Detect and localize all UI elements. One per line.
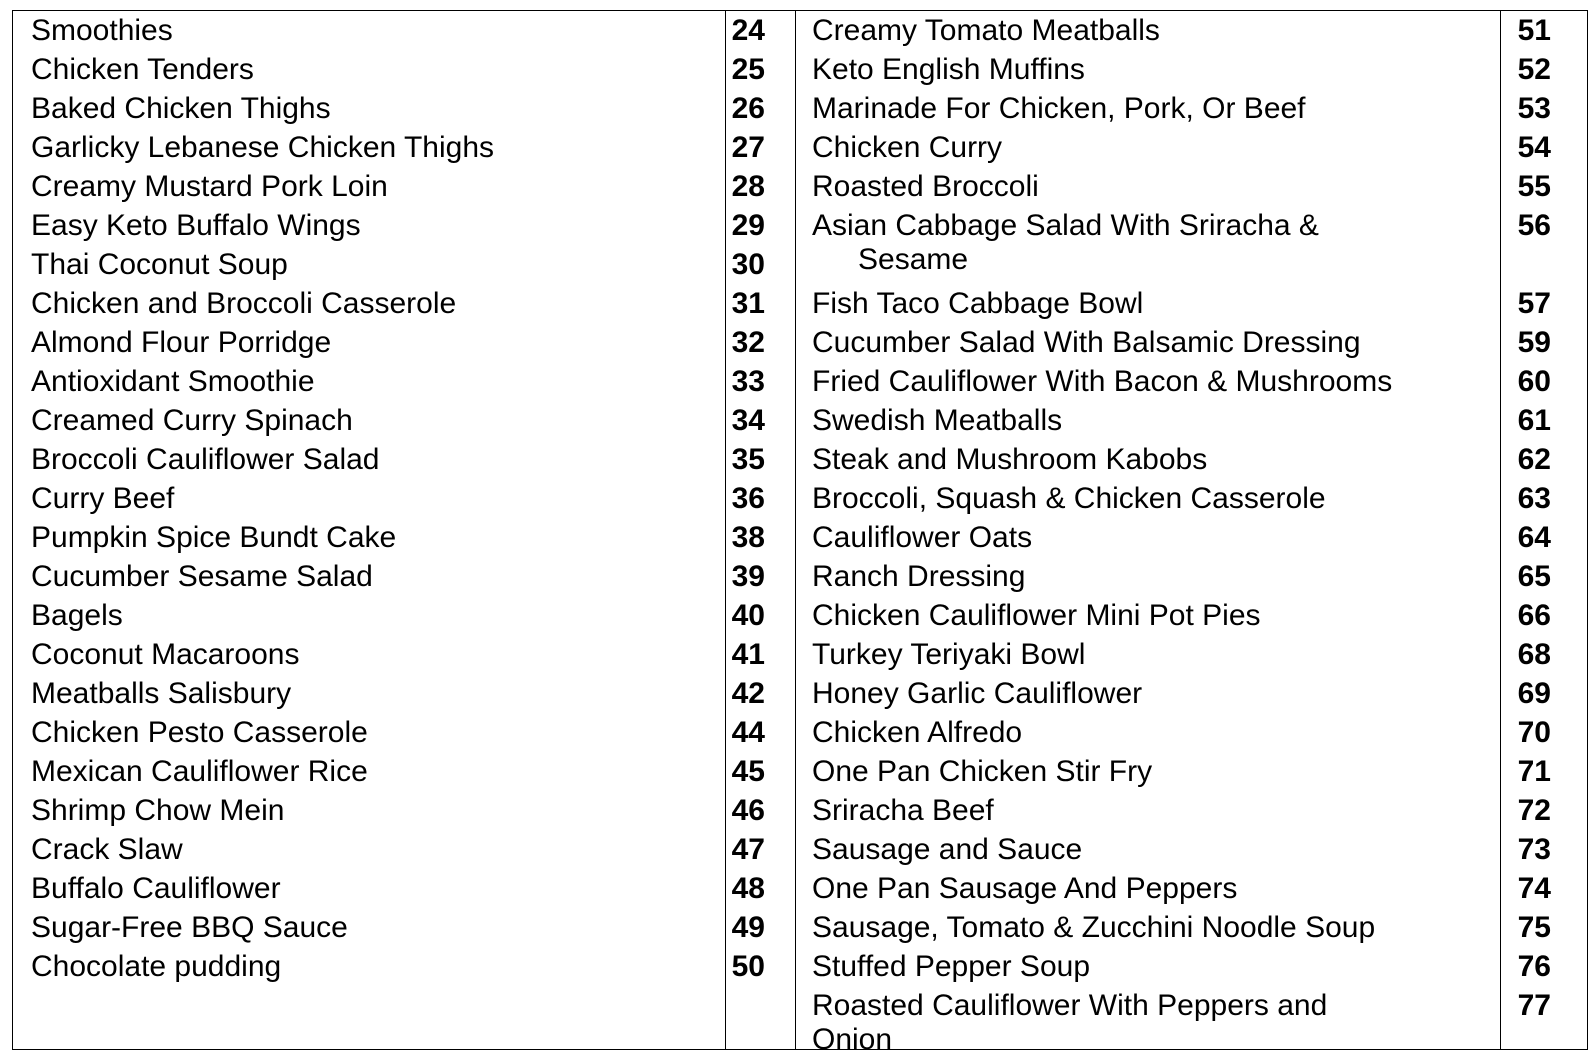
entry-title [31,677,291,711]
entry-title [812,560,1412,594]
entry-title [31,950,281,984]
entry-page-number: 52 [1517,53,1551,86]
entry-title-text: Crack Slaw [31,833,183,866]
entry-title-text: Fried Cauliflower With Bacon & Mushrooms [812,365,1393,398]
entry-title-text: Ranch Dressing [812,560,1026,593]
entry-page-number: 49 [731,911,765,944]
entry-page-number: 25 [731,53,765,86]
entry-title [812,950,1412,984]
entry-title-text: Roasted Cauliflower With Peppers and Onion [812,989,1328,1056]
toc-entry[interactable] [795,674,1589,713]
entry-title [31,560,373,594]
left-column [13,11,795,986]
entry-title [812,14,1412,48]
entry-title-text: Pumpkin Spice Bundt Cake [31,521,397,554]
entry-title-text: Broccoli Cauliflower Salad [31,443,380,476]
entry-page-number: 54 [1517,131,1551,164]
toc-entry[interactable] [795,440,1589,479]
entry-page-number: 39 [731,560,765,593]
entry-page-number: 50 [731,950,765,983]
entry-page-number: 53 [1517,92,1551,125]
entry-title [812,794,1412,828]
entry-title-text: Asian Cabbage Salad With Sriracha & [812,209,1319,242]
toc-entry[interactable] [795,947,1589,986]
entry-title-text: One Pan Chicken Stir Fry [812,755,1153,788]
entry-title [31,716,368,750]
toc-entry[interactable] [795,167,1589,206]
entry-title [31,599,123,633]
toc-entry[interactable] [795,596,1589,635]
toc-entry[interactable] [13,89,795,128]
entry-title [31,365,315,399]
entry-page-number: 24 [731,14,765,47]
toc-entry[interactable] [13,401,795,440]
entry-title-text: Roasted Broccoli [812,170,1039,203]
entry-title [812,989,1412,1057]
toc-entry[interactable] [13,869,795,908]
entry-page-number: 48 [731,872,765,905]
entry-title [31,755,368,789]
entry-title [31,638,299,672]
entry-title [31,287,456,321]
toc-entry[interactable] [795,362,1589,401]
entry-title-text: Sriracha Beef [812,794,994,827]
toc-entry[interactable] [13,11,795,50]
toc-entry[interactable] [13,362,795,401]
entry-title-text: Smoothies [31,14,173,47]
entry-page-number: 76 [1517,950,1551,983]
toc-entry[interactable] [13,947,795,986]
entry-page-number: 40 [731,599,765,632]
toc-entry[interactable] [795,713,1589,752]
entry-title-text: Shrimp Chow Mein [31,794,285,827]
entry-title [812,326,1412,360]
entry-page-number: 64 [1517,521,1551,554]
entry-page-number: 46 [731,794,765,827]
toc-entry[interactable] [795,869,1589,908]
toc-entry[interactable] [13,518,795,557]
toc-entry[interactable] [13,323,795,362]
entry-page-number: 72 [1517,794,1551,827]
entry-page-number: 62 [1517,443,1551,476]
entry-title [31,209,361,243]
toc-entry[interactable] [795,908,1589,947]
entry-title-text: Sausage, Tomato & Zucchini Noodle Soup [812,911,1376,944]
toc-entry[interactable] [795,128,1589,167]
entry-title-text: Chicken Tenders [31,53,254,86]
toc-entry[interactable] [13,440,795,479]
entry-title-text: Antioxidant Smoothie [31,365,315,398]
entry-page-number: 61 [1517,404,1551,437]
toc-entry[interactable] [13,245,795,284]
entry-page-number: 74 [1517,872,1551,905]
toc-entry[interactable] [795,791,1589,830]
entry-title-text: Almond Flour Porridge [31,326,332,359]
entry-title-text: Mexican Cauliflower Rice [31,755,368,788]
entry-title [31,833,183,867]
entry-title-text: Marinade For Chicken, Pork, Or Beef [812,92,1306,125]
toc-entry[interactable] [795,479,1589,518]
entry-page-number: 65 [1517,560,1551,593]
toc-entry[interactable] [795,518,1589,557]
entry-title [812,443,1412,477]
entry-title-text: One Pan Sausage And Peppers [812,872,1238,905]
entry-page-number: 33 [731,365,765,398]
entry-title-text: Curry Beef [31,482,175,515]
entry-page-number: 32 [731,326,765,359]
entry-title-text: Broccoli, Squash & Chicken Casserole [812,482,1326,515]
entry-page-number: 29 [731,209,765,242]
entry-title-text: Swedish Meatballs [812,404,1063,437]
entry-page-number: 70 [1517,716,1551,749]
toc-entry[interactable] [795,986,1589,1056]
toc-entry[interactable] [13,674,795,713]
toc-entry[interactable] [13,830,795,869]
toc-entry[interactable] [13,713,795,752]
entry-title [31,14,173,48]
entry-title-text: Fish Taco Cabbage Bowl [812,287,1144,320]
entry-page-number: 77 [1517,989,1551,1022]
entry-page-number: 73 [1517,833,1551,866]
entry-title [812,755,1412,789]
entry-title [812,170,1412,204]
entry-title [812,716,1412,750]
entry-title [812,677,1412,711]
entry-title-text: Sausage and Sauce [812,833,1083,866]
entry-title-text: Chicken and Broccoli Casserole [31,287,457,320]
entry-page-number: 69 [1517,677,1551,710]
entry-title-text: Meatballs Salisbury [31,677,292,710]
entry-title-text: Honey Garlic Cauliflower [812,677,1143,710]
entry-title-text: Turkey Teriyaki Bowl [812,638,1086,671]
entry-title-text: Coconut Macaroons [31,638,300,671]
toc-entry[interactable] [795,752,1589,791]
toc-entry[interactable] [13,206,795,245]
entry-title [812,365,1412,399]
entry-page-number: 71 [1517,755,1551,788]
entry-page-number: 42 [731,677,765,710]
entry-title-text: Cucumber Salad With Balsamic Dressing [812,326,1361,359]
entry-page-number: 63 [1517,482,1551,515]
entry-title [812,287,1412,321]
entry-page-number: 35 [731,443,765,476]
toc-entry[interactable] [13,479,795,518]
entry-page-number: 60 [1517,365,1551,398]
entry-title-text: Garlicky Lebanese Chicken Thighs [31,131,495,164]
entry-title [812,131,1412,165]
right-column [795,11,1589,1056]
entry-title [812,521,1412,555]
entry-title-text: Bagels [31,599,123,632]
entry-page-number: 36 [731,482,765,515]
entry-page-number: 34 [731,404,765,437]
entry-title-text: Keto English Muffins [812,53,1085,86]
entry-page-number: 55 [1517,170,1551,203]
toc-entry[interactable] [13,167,795,206]
entry-title [812,833,1412,867]
entry-title [812,638,1412,672]
entry-title-continuation: Sesame [858,243,969,276]
entry-title [31,911,348,945]
entry-page-number: 68 [1517,638,1551,671]
entry-title [31,794,284,828]
toc-entry[interactable] [13,635,795,674]
entry-title-text: Sugar-Free BBQ Sauce [31,911,348,944]
entry-title-text: Cauliflower Oats [812,521,1033,554]
entry-title [812,209,1412,277]
toc-entry[interactable] [13,596,795,635]
toc-entry[interactable] [13,557,795,596]
entry-page-number: 56 [1517,209,1551,242]
entry-page-number: 51 [1517,14,1551,47]
entry-page-number: 26 [731,92,765,125]
entry-title-text: Buffalo Cauliflower [31,872,281,905]
entry-title-text: Chicken Cauliflower Mini Pot Pies [812,599,1261,632]
entry-title-text: Creamed Curry Spinach [31,404,353,437]
entry-page-number: 31 [731,287,765,320]
entry-title [812,404,1412,438]
entry-title [812,911,1412,945]
toc-entry[interactable] [13,908,795,947]
entry-title [812,482,1412,516]
entry-page-number: 59 [1517,326,1551,359]
entry-page-number: 66 [1517,599,1551,632]
entry-title [812,53,1412,87]
entry-title [31,404,353,438]
entry-title-text: Thai Coconut Soup [31,248,288,281]
entry-page-number: 38 [731,521,765,554]
toc-entry[interactable] [795,50,1589,89]
entry-page-number: 27 [731,131,765,164]
toc-entry[interactable] [13,50,795,89]
toc-entry[interactable] [795,830,1589,869]
entry-page-number: 30 [731,248,765,281]
entry-title-text: Creamy Tomato Meatballs [812,14,1160,47]
entry-title [31,443,380,477]
toc-entry[interactable] [795,557,1589,596]
entry-title-text: Chicken Alfredo [812,716,1023,749]
toc-entry[interactable] [795,11,1589,50]
entry-title-text: Chicken Curry [812,131,1003,164]
entry-title-text: Stuffed Pepper Soup [812,950,1090,983]
entry-title-text: Baked Chicken Thighs [31,92,331,125]
toc-entry[interactable] [13,752,795,791]
entry-title-text: Cucumber Sesame Salad [31,560,373,593]
entry-title [31,521,396,555]
toc-entry[interactable] [795,323,1589,362]
entry-page-number: 44 [731,716,765,749]
entry-title-text: Creamy Mustard Pork Loin [31,170,388,203]
toc-entry[interactable] [795,206,1589,284]
toc-entry[interactable] [795,635,1589,674]
entry-page-number: 45 [731,755,765,788]
entry-title-text: Chicken Pesto Casserole [31,716,368,749]
toc-entry[interactable] [795,401,1589,440]
entry-page-number: 57 [1517,287,1551,320]
entry-title [812,599,1412,633]
entry-title-text: Easy Keto Buffalo Wings [31,209,361,242]
entry-title [31,326,331,360]
toc-entry[interactable] [795,284,1589,323]
entry-title [31,872,281,906]
entry-title [31,92,331,126]
entry-page-number: 28 [731,170,765,203]
table-of-contents [12,10,1588,1056]
entry-title [812,92,1412,126]
entry-title [812,872,1412,906]
entry-title-text: Chocolate pudding [31,950,282,983]
entry-title [31,248,288,282]
entry-title [31,482,174,516]
entry-title [31,170,388,204]
entry-page-number: 75 [1517,911,1551,944]
entry-page-number: 47 [731,833,765,866]
entry-page-number: 41 [731,638,765,671]
entry-title-text: Steak and Mushroom Kabobs [812,443,1208,476]
entry-title [31,53,254,87]
toc-entry[interactable] [13,284,795,323]
toc-entry[interactable] [13,128,795,167]
entry-title [31,131,494,165]
toc-entry[interactable] [795,89,1589,128]
toc-entry[interactable] [13,791,795,830]
